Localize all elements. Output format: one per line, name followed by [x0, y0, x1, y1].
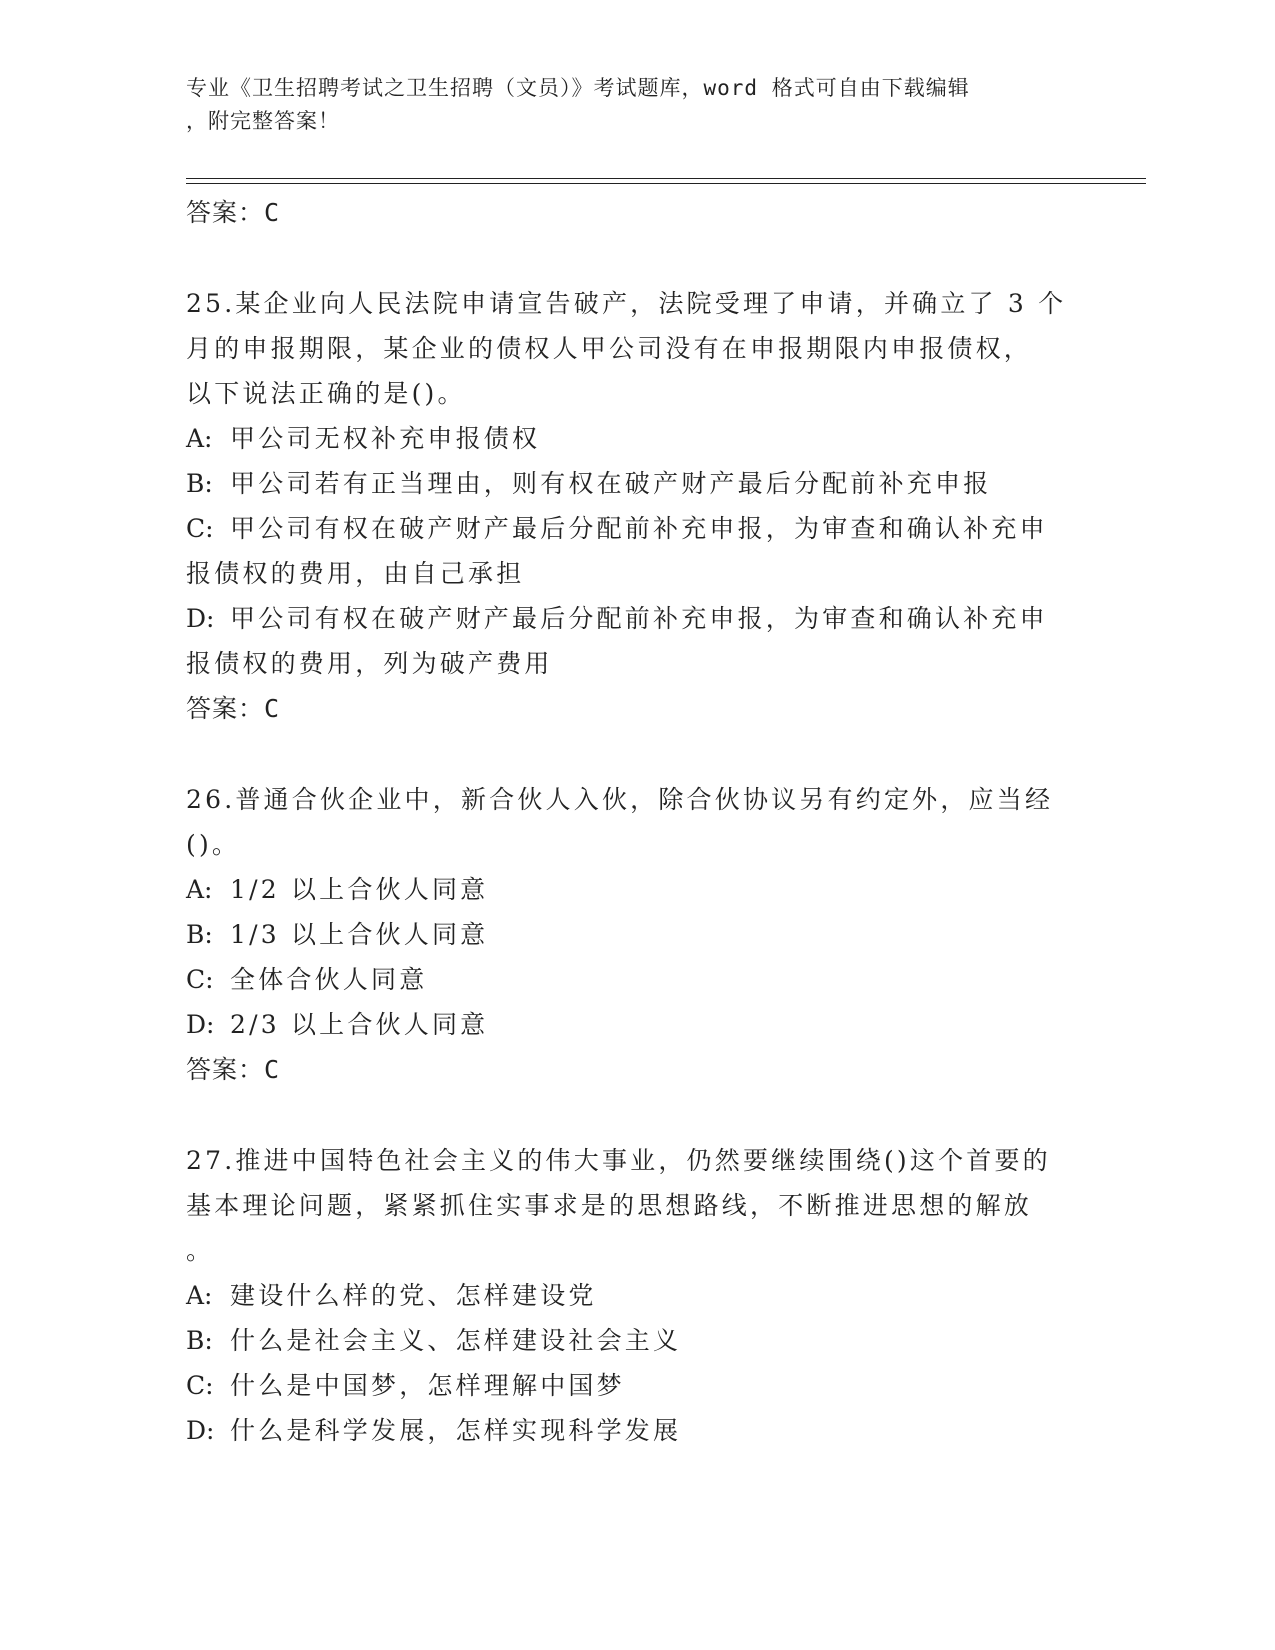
- spacer: [186, 236, 1086, 281]
- option-d: [186, 1002, 1086, 1047]
- option-text: 什么是中国梦，怎样理解中国梦: [230, 1371, 625, 1400]
- question-text-line: 基本理论问题，紧紧抓住实事求是的思想路线，不断推进思想的解放: [186, 1191, 1033, 1220]
- option-key: D:: [186, 604, 215, 633]
- question-text-line: 以下说法正确的是()。: [186, 379, 466, 408]
- answer-value: C: [264, 1055, 281, 1084]
- option-key: D:: [186, 1416, 215, 1445]
- option-text: 甲公司无权补充申报债权: [230, 424, 541, 453]
- option-a: [186, 867, 1086, 912]
- option-key: C:: [186, 514, 214, 543]
- option-a: [186, 1273, 1086, 1318]
- option-text: 2/3 以上合伙人同意: [230, 1010, 489, 1039]
- question-text-line: 25.某企业向人民法院申请宣告破产，法院受理了申请，并确立了 3 个: [186, 289, 1067, 318]
- option-a: [186, 416, 1086, 461]
- option-key: D:: [186, 1010, 215, 1039]
- option-c-continued: 报债权的费用，由自己承担: [186, 559, 525, 588]
- question-25: [186, 281, 1086, 732]
- question-text-line: 27.推进中国特色社会主义的伟大事业，仍然要继续围绕()这个首要的: [186, 1146, 1051, 1175]
- header-rule-top: [186, 178, 1146, 179]
- option-text: 甲公司有权在破产财产最后分配前补充申报，为审查和确认补充申: [230, 514, 1048, 543]
- question-content: [186, 190, 1086, 1453]
- option-b: [186, 912, 1086, 957]
- question-27: [186, 1138, 1086, 1453]
- option-b: [186, 461, 1086, 506]
- header-line-1: 专业《卫生招聘考试之卫生招聘（文员）》考试题库，word 格式可自由下载编辑: [186, 76, 970, 100]
- option-text: 甲公司有权在破产财产最后分配前补充申报，为审查和确认补充申: [230, 604, 1048, 633]
- option-key: C:: [186, 1371, 214, 1400]
- option-key: B:: [186, 469, 213, 498]
- document-header: [186, 72, 1066, 138]
- question-text-line: 。: [186, 1236, 215, 1265]
- question-text-line: 月的申报期限，某企业的债权人甲公司没有在申报期限内申报债权，: [186, 334, 1033, 363]
- option-key: A:: [186, 424, 213, 453]
- header-line-2: ，附完整答案！: [186, 109, 340, 133]
- answer-label: 答案：: [186, 694, 265, 723]
- option-c: [186, 957, 1086, 1002]
- option-text: 1/3 以上合伙人同意: [230, 920, 489, 949]
- spacer: [186, 1093, 1086, 1138]
- option-c: [186, 1363, 1086, 1408]
- option-key: C:: [186, 965, 214, 994]
- option-c: [186, 506, 1086, 551]
- answer-label: 答案：: [186, 198, 265, 227]
- option-text: 1/2 以上合伙人同意: [230, 875, 489, 904]
- option-text: 甲公司若有正当理由，则有权在破产财产最后分配前补充申报: [230, 469, 992, 498]
- header-rule-bottom: [186, 183, 1146, 184]
- answer-value: C: [264, 694, 281, 723]
- question-26: [186, 777, 1086, 1093]
- option-key: A:: [186, 1281, 213, 1310]
- answer-25: [186, 686, 1086, 732]
- option-key: B:: [186, 920, 213, 949]
- option-key: B:: [186, 1326, 213, 1355]
- answer-label: 答案：: [186, 1055, 265, 1084]
- option-key: A:: [186, 875, 213, 904]
- option-text: 全体合伙人同意: [230, 965, 428, 994]
- option-text: 什么是科学发展，怎样实现科学发展: [230, 1416, 682, 1445]
- spacer: [186, 732, 1086, 777]
- question-text-line: ()。: [186, 830, 241, 859]
- answer-26: [186, 1047, 1086, 1093]
- option-d: [186, 1408, 1086, 1453]
- option-d-continued: 报债权的费用，列为破产费用: [186, 649, 553, 678]
- option-text: 建设什么样的党、怎样建设党: [230, 1281, 597, 1310]
- option-b: [186, 1318, 1086, 1363]
- option-d: [186, 596, 1086, 641]
- question-text-line: 26.普通合伙企业中，新合伙人入伙，除合伙协议另有约定外，应当经: [186, 785, 1054, 814]
- option-text: 什么是社会主义、怎样建设社会主义: [230, 1326, 682, 1355]
- answer-value: C: [264, 198, 281, 227]
- answer-previous: [186, 190, 1086, 236]
